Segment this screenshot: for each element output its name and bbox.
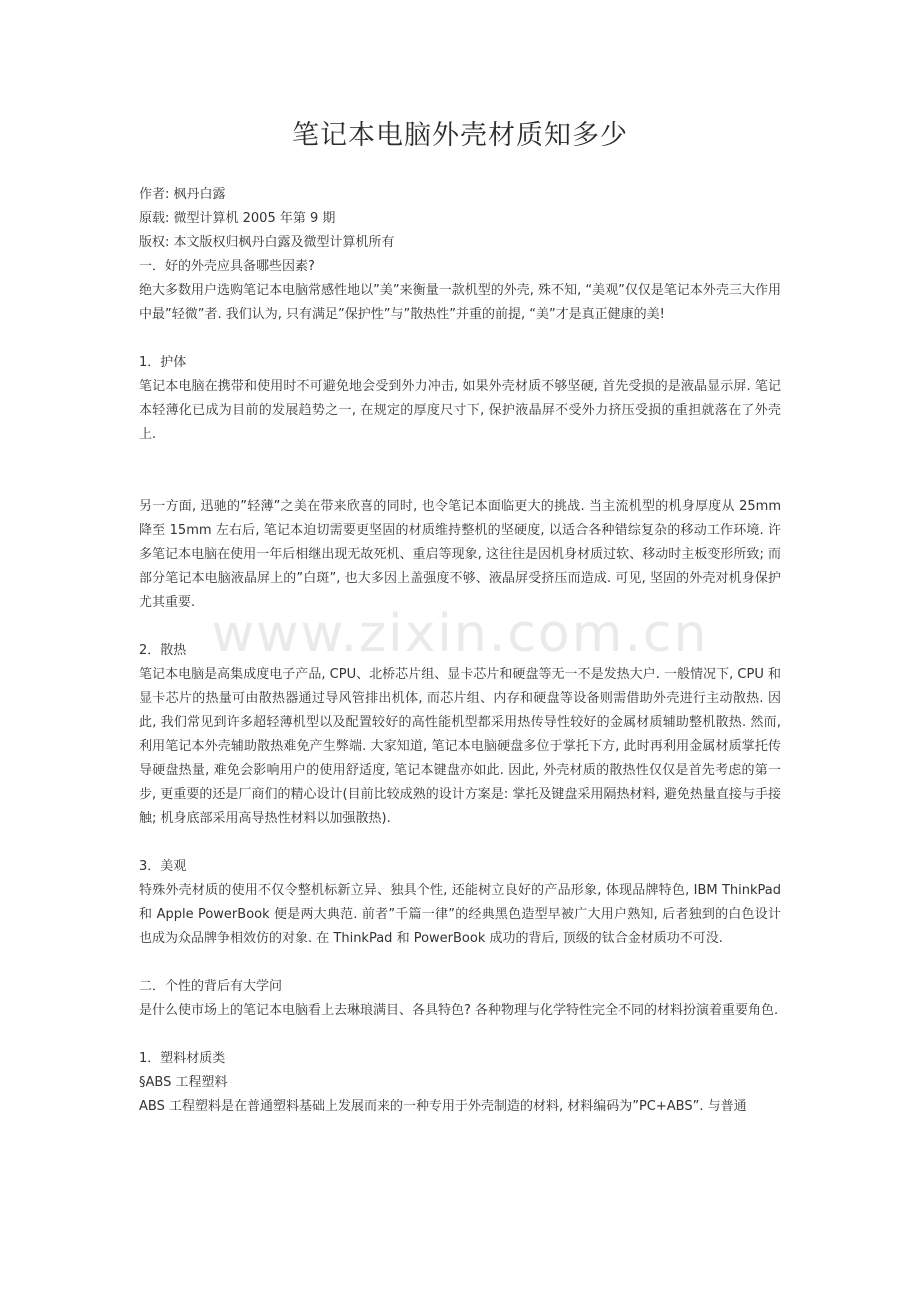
document-title: 笔记本电脑外壳材质知多少 xyxy=(292,120,628,151)
watermark: www.zixin.com.cn xyxy=(211,604,709,664)
list-item: §ABS 工程塑料 xyxy=(139,1075,228,1090)
paragraph: 笔记本电脑是高集成度电子产品, CPU、北桥芯片组、显卡芯片和硬盘等无一不是发热大户. 一般情况下, CPU 和显卡芯片的热量可由散热器通过导风管排出机体, 而芯片组、内存和硬盘等设备则需借助外壳进行主动散热. 因此, 我们常见到许多超轻薄机型以及配置较好的高性能机型都采用热传导性较好的金属材质辅助整机散热. 然而, 利用笔记本外壳辅助散热难免产生弊端. 大家知道, 笔记本电脑硬盘多位于掌托下方, 此时再利用金属材质掌托传导硬盘热量, 难免会影响用户的使用舒适度, 笔记本键盘亦如此. 因此, 外壳材质的散热性仅仅是首先考虑的第一步, 更重要的还是厂商们的精心设计(目前比较成熟的设计方案是: 掌托及键盘采用隔热材料, 避免热量直接与手接触; 机身底部采用高导热性材料以加强散热). xyxy=(139,667,781,826)
subsection-heading: 2．散热 xyxy=(139,643,187,658)
author-line: 作者: 枫丹白露 xyxy=(139,187,226,202)
spacer xyxy=(139,831,781,855)
subsection-heading: 1．塑料材质类 xyxy=(139,1051,226,1066)
section-heading: 一．好的外壳应具备哪些因素? xyxy=(139,259,315,274)
subsection-heading: 3．美观 xyxy=(139,859,187,874)
document-body xyxy=(139,183,781,1119)
spacer xyxy=(139,1023,781,1047)
spacer xyxy=(139,951,781,975)
paragraph: ABS 工程塑料是在普通塑料基础上发展而来的一种专用于外壳制造的材料, 材料编码为”PC+ABS”. 与普通 xyxy=(139,1099,747,1114)
paragraph: 绝大多数用户选购笔记本电脑常感性地以”美”来衡量一款机型的外壳, 殊不知, “美观”仅仅是笔记本外壳三大作用中最”轻微”者. 我们认为, 只有满足”保护性”与”散热性”并重的前提, “美”才是真正健康的美! xyxy=(139,283,781,322)
copyright-line: 版权: 本文版权归枫丹白露及微型计算机所有 xyxy=(139,235,395,250)
section-heading: 二．个性的背后有大学问 xyxy=(139,979,283,994)
spacer xyxy=(139,327,781,351)
subsection-heading: 1．护体 xyxy=(139,355,187,370)
paragraph: 笔记本电脑在携带和使用时不可避免地会受到外力冲击, 如果外壳材质不够坚硬, 首先受损的是液晶显示屏. 笔记本轻薄化已成为目前的发展趋势之一, 在规定的厚度尺寸下, 保护液晶屏不受外力挤压受损的重担就落在了外壳上. xyxy=(139,379,781,442)
spacer xyxy=(139,447,781,495)
paragraph: 是什么使市场上的笔记本电脑看上去琳琅满目、各具特色? 各种物理与化学特性完全不同的材料扮演着重要角色. xyxy=(139,1003,779,1018)
spacer xyxy=(139,615,781,639)
source-line: 原载: 微型计算机 2005 年第 9 期 xyxy=(139,211,336,226)
paragraph: 特殊外壳材质的使用不仅令整机标新立异、独具个性, 还能树立良好的产品形象, 体现品牌特色, IBM ThinkPad 和 Apple PowerBook 便是两大典范. 前者”千篇一律”的经典黑色造型早被广大用户熟知, 后者独到的白色设计也成为众品牌争相效仿的对象. 在 ThinkPad 和 PowerBook 成功的背后, 顶级的钛合金材质功不可没. xyxy=(139,883,781,946)
paragraph: 另一方面, 迅驰的”轻薄”之美在带来欣喜的同时, 也令笔记本面临更大的挑战. 当主流机型的机身厚度从 25mm 降至 15mm 左右后, 笔记本迫切需要更坚固的材质维持整机的坚硬度, 以适合各种错综复杂的移动工作环境. 许多笔记本电脑在使用一年后相继出现无故死机、重启等现象, 这往往是因机身材质过软、移动时主板变形所致; 而部分笔记本电脑液晶屏上的”白斑”, 也大多因上盖强度不够、液晶屏受挤压而造成. 可见, 坚固的外壳对机身保护尤其重要. xyxy=(139,499,781,610)
